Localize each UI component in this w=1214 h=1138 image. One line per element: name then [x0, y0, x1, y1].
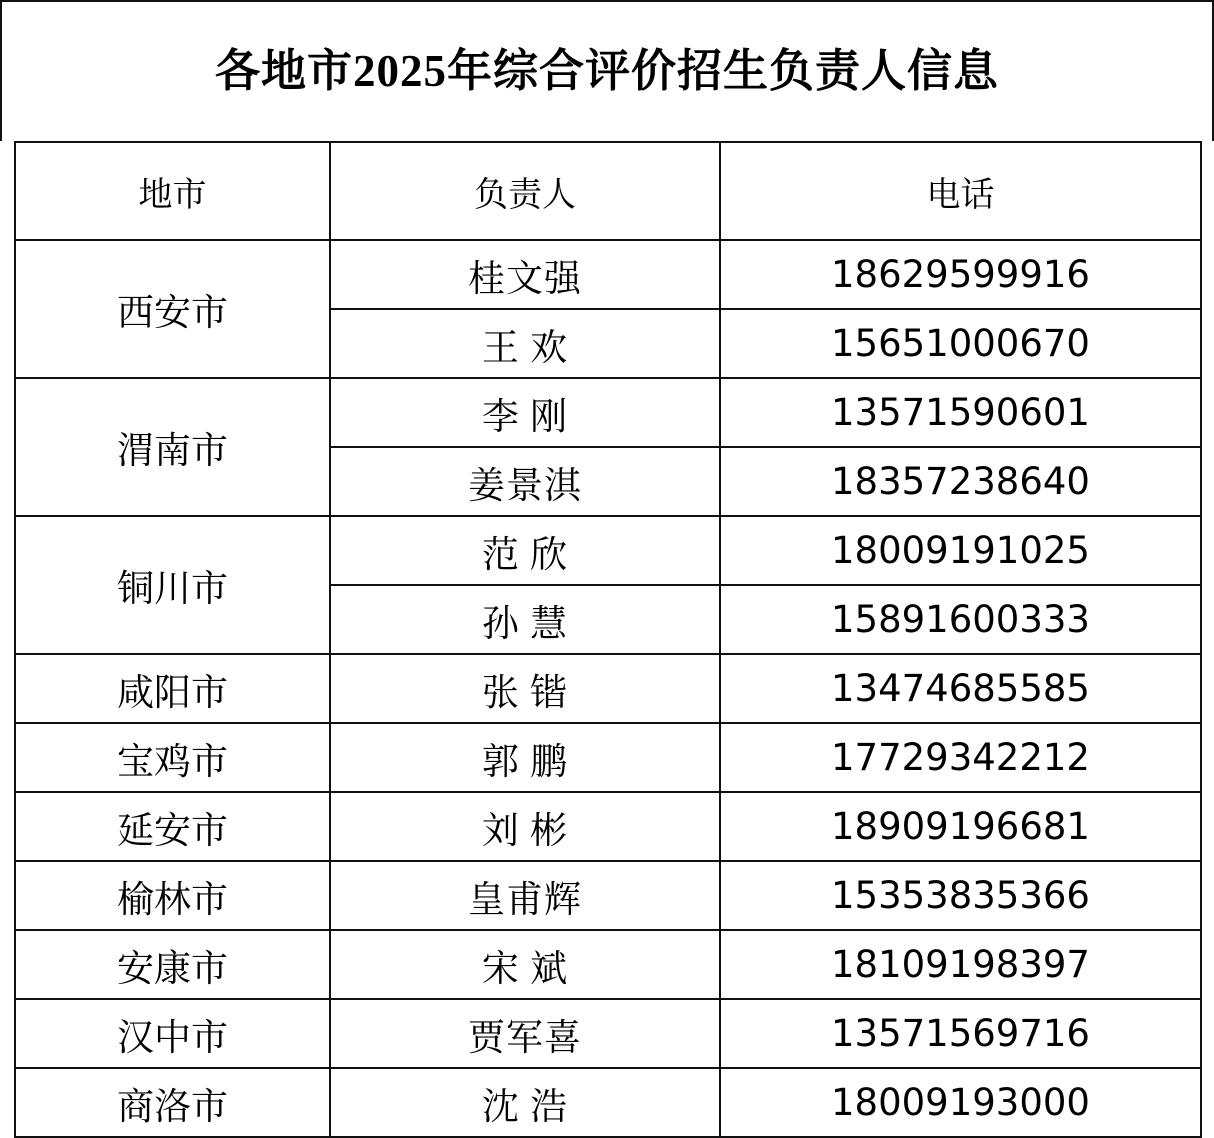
table-row — [15, 654, 1201, 723]
cell-phone: 18909196681 — [720, 792, 1201, 861]
cell-name: 王 欢 — [330, 309, 720, 378]
cell-city: 咸阳市 — [15, 654, 330, 723]
table-header-row — [15, 142, 1201, 240]
cell-phone: 18109198397 — [720, 930, 1201, 999]
page-title: 各地市2025年综合评价招生负责人信息 — [214, 46, 999, 96]
cell-phone: 15353835366 — [720, 861, 1201, 930]
cell-city: 商洛市 — [15, 1068, 330, 1137]
table-row — [15, 240, 1201, 309]
cell-city: 延安市 — [15, 792, 330, 861]
cell-phone: 18629599916 — [720, 240, 1201, 309]
table-row — [15, 861, 1201, 930]
table-body — [15, 240, 1201, 1137]
table-row — [15, 930, 1201, 999]
cell-phone: 13474685585 — [720, 654, 1201, 723]
cell-city: 宝鸡市 — [15, 723, 330, 792]
table-row — [15, 999, 1201, 1068]
cell-name: 沈 浩 — [330, 1068, 720, 1137]
title-band — [0, 0, 1214, 141]
cell-name: 张 锴 — [330, 654, 720, 723]
cell-phone: 17729342212 — [720, 723, 1201, 792]
cell-phone: 18009193000 — [720, 1068, 1201, 1137]
cell-phone: 15891600333 — [720, 585, 1201, 654]
cell-phone: 18357238640 — [720, 447, 1201, 516]
cell-name: 刘 彬 — [330, 792, 720, 861]
cell-name: 郭 鹏 — [330, 723, 720, 792]
table-row — [15, 723, 1201, 792]
cell-name: 李 刚 — [330, 378, 720, 447]
cell-phone: 18009191025 — [720, 516, 1201, 585]
table-row — [15, 516, 1201, 585]
cell-name: 宋 斌 — [330, 930, 720, 999]
cell-city: 汉中市 — [15, 999, 330, 1068]
cell-city: 铜川市 — [15, 516, 330, 654]
cell-phone: 15651000670 — [720, 309, 1201, 378]
cell-name: 贾军喜 — [330, 999, 720, 1068]
cell-name: 范 欣 — [330, 516, 720, 585]
responsible-person-table — [14, 141, 1202, 1138]
cell-name: 孙 慧 — [330, 585, 720, 654]
table-row — [15, 378, 1201, 447]
cell-city: 安康市 — [15, 930, 330, 999]
table-row — [15, 1068, 1201, 1137]
cell-phone: 13571590601 — [720, 378, 1201, 447]
column-header-city: 地市 — [15, 142, 330, 240]
cell-name: 桂文强 — [330, 240, 720, 309]
cell-city: 渭南市 — [15, 378, 330, 516]
table-row — [15, 792, 1201, 861]
cell-city: 榆林市 — [15, 861, 330, 930]
table-header — [15, 142, 1201, 240]
column-header-name: 负责人 — [330, 142, 720, 240]
column-header-phone: 电话 — [720, 142, 1201, 240]
cell-name: 姜景淇 — [330, 447, 720, 516]
cell-phone: 13571569716 — [720, 999, 1201, 1068]
cell-city: 西安市 — [15, 240, 330, 378]
cell-name: 皇甫辉 — [330, 861, 720, 930]
